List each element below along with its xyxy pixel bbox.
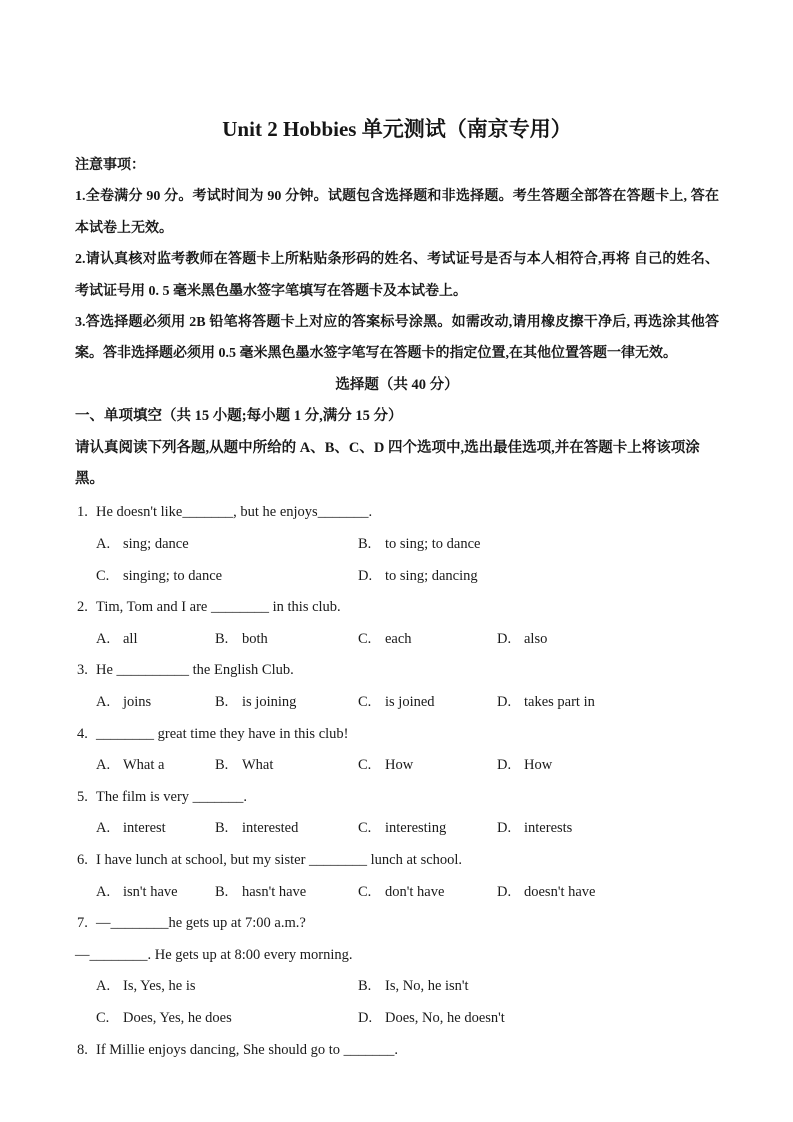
options-row <box>75 561 719 593</box>
question-text: He __________ the English Club. <box>96 662 294 679</box>
question-line <box>75 719 719 751</box>
options-row <box>75 687 719 719</box>
notice-item-1: 1.全卷满分 90 分。考试时间为 90 分钟。试题包含选择题和非选择题。考生答题全部答在答题卡上, 答在本试卷上无效。 <box>75 189 719 236</box>
option-label: B. <box>215 820 229 837</box>
option-label: D. <box>358 567 373 584</box>
option-text: doesn't have <box>524 883 596 900</box>
notice-item-2: 2.请认真核对监考教师在答题卡上所粘贴条形码的姓名、考试证号是否与本人相符合,再将 自己的姓名、考试证号用 0. 5 毫米黑色墨水签字笔填写在答题卡及本试卷上。 <box>75 252 719 299</box>
page-title: Unit 2 Hobbies 单元测试（南京专用） <box>222 117 572 141</box>
question-line <box>75 655 719 687</box>
option-label: D. <box>497 883 512 900</box>
option-label: B. <box>358 536 372 553</box>
option-text: don't have <box>385 883 445 900</box>
option-item <box>96 561 358 593</box>
option-label: C. <box>358 757 372 774</box>
question-number: 6. <box>77 852 88 868</box>
option-item <box>358 877 497 909</box>
option-label: A. <box>96 630 111 647</box>
option-text: singing; to dance <box>123 567 223 584</box>
option-item <box>358 750 497 782</box>
notice-section <box>75 150 719 370</box>
option-text: hasn't have <box>242 883 307 900</box>
question-text: The film is very _______. <box>96 788 248 805</box>
question-number: 2. <box>77 599 88 616</box>
question-item <box>75 497 719 592</box>
option-item <box>96 529 358 561</box>
option-item <box>96 750 215 782</box>
option-label: D. <box>497 694 512 711</box>
question-item <box>75 719 719 782</box>
option-text: is joining <box>242 694 297 711</box>
option-text: Does, No, he doesn't <box>385 1009 505 1026</box>
option-label: D. <box>497 757 512 774</box>
options-row <box>75 529 719 561</box>
option-text: interest <box>123 820 166 837</box>
question-number: 7. <box>77 915 88 932</box>
option-text: How <box>385 757 414 774</box>
option-label: D. <box>497 630 512 647</box>
option-item <box>497 687 719 719</box>
option-label: B. <box>215 694 229 711</box>
option-label: C. <box>358 820 372 837</box>
section-header: 选择题（共 40 分） <box>335 376 459 393</box>
option-label: C. <box>96 1009 110 1026</box>
options-row <box>75 813 719 845</box>
option-text: joins <box>123 694 152 711</box>
question-text: Tim, Tom and I are ________ in this club. <box>96 599 341 616</box>
option-item <box>215 750 358 782</box>
option-label: C. <box>358 694 372 711</box>
question-text: If Millie enjoys dancing, She should go to _______. <box>96 1041 399 1058</box>
part-heading: 一、单项填空（共 15 小题;每小题 1 分,满分 15 分） <box>75 408 403 425</box>
notice-heading: 注意事项： <box>75 158 145 173</box>
question-item <box>75 655 719 718</box>
option-label: A. <box>96 978 111 995</box>
option-item <box>96 813 215 845</box>
option-text: both <box>242 630 268 647</box>
option-text: interested <box>242 820 299 837</box>
options-row <box>75 750 719 782</box>
question-item <box>75 592 719 655</box>
question-item <box>75 845 719 908</box>
option-label: D. <box>497 820 512 837</box>
questions-list <box>75 497 719 1066</box>
option-item <box>358 971 719 1003</box>
option-text: What a <box>123 757 165 774</box>
option-text: How <box>524 757 553 774</box>
question-text: He doesn't like_______, but he enjoys_______. <box>96 504 373 521</box>
options-row <box>75 624 719 656</box>
option-label: C. <box>358 630 372 647</box>
question-line <box>75 497 719 529</box>
option-text: also <box>524 630 548 647</box>
question-text: I have lunch at school, but my sister ________ lunch at school. <box>96 852 463 868</box>
option-item <box>96 971 358 1003</box>
option-item <box>215 687 358 719</box>
option-item <box>358 813 497 845</box>
option-text: Does, Yes, he does <box>123 1009 232 1026</box>
option-text: takes part in <box>524 694 595 711</box>
option-item <box>358 687 497 719</box>
option-item <box>497 813 719 845</box>
question-text: —________. He gets up at 8:00 every morning. <box>75 946 353 963</box>
option-text: isn't have <box>123 883 178 900</box>
option-label: A. <box>96 757 111 774</box>
question-text: —________he gets up at 7:00 a.m.? <box>96 915 306 932</box>
notice-item-3: 3.答选择题必须用 2B 铅笔将答题卡上对应的答案标号涂黑。如需改动,请用橡皮擦干净后, 再选涂其他答案。答非选择题必须用 0.5 毫米黑色墨水签字笔写在答题卡的指定位置,在其他位置答题一律无效。 <box>75 315 719 362</box>
question-number: 3. <box>77 662 88 679</box>
option-item <box>215 877 358 909</box>
question-item <box>75 782 719 845</box>
option-label: B. <box>215 630 229 647</box>
option-item <box>215 813 358 845</box>
option-text: to sing; to dance <box>385 536 481 553</box>
option-item <box>358 624 497 656</box>
option-item <box>96 624 215 656</box>
question-line <box>75 592 719 624</box>
options-row <box>75 877 719 909</box>
option-label: B. <box>215 883 229 900</box>
question-line <box>75 940 719 972</box>
option-item <box>497 624 719 656</box>
option-text: sing; dance <box>123 536 189 553</box>
question-text: ________ great time they have in this club! <box>96 725 349 742</box>
option-item <box>358 561 719 593</box>
option-item <box>96 687 215 719</box>
question-line <box>75 782 719 814</box>
option-text: Is, No, he isn't <box>385 978 469 995</box>
option-label: D. <box>358 1009 373 1026</box>
option-item <box>358 1003 719 1035</box>
option-item <box>497 877 719 909</box>
option-label: B. <box>358 978 372 995</box>
question-line <box>75 845 719 877</box>
option-item <box>497 750 719 782</box>
option-label: A. <box>96 694 111 711</box>
options-row <box>75 1003 719 1035</box>
option-text: is joined <box>385 694 435 711</box>
option-text: interesting <box>385 820 447 837</box>
option-item <box>215 624 358 656</box>
question-number: 1. <box>77 504 88 521</box>
option-label: C. <box>358 883 372 900</box>
option-label: A. <box>96 883 111 900</box>
option-item <box>96 877 215 909</box>
option-label: B. <box>215 757 229 774</box>
question-number: 5. <box>77 788 88 805</box>
question-item <box>75 1035 719 1067</box>
part-instruction: 请认真阅读下列各题,从题中所给的 A、B、C、D 四个选项中,选出最佳选项,并在答题卡上将该项涂黑。 <box>75 439 700 488</box>
option-item <box>96 1003 358 1035</box>
option-text: each <box>385 630 412 647</box>
question-number: 4. <box>77 725 88 742</box>
page-content <box>75 0 719 1066</box>
option-label: A. <box>96 820 111 837</box>
option-text: Is, Yes, he is <box>123 978 196 995</box>
question-line <box>75 908 719 940</box>
question-line <box>75 1035 719 1067</box>
option-text: to sing; dancing <box>385 567 478 584</box>
question-item <box>75 908 719 1034</box>
option-label: C. <box>96 567 110 584</box>
option-text: interests <box>524 820 573 837</box>
option-label: A. <box>96 536 111 553</box>
question-number: 8. <box>77 1041 88 1058</box>
option-text: What <box>242 757 274 774</box>
option-item <box>358 529 719 561</box>
option-text: all <box>123 630 138 647</box>
options-row <box>75 971 719 1003</box>
